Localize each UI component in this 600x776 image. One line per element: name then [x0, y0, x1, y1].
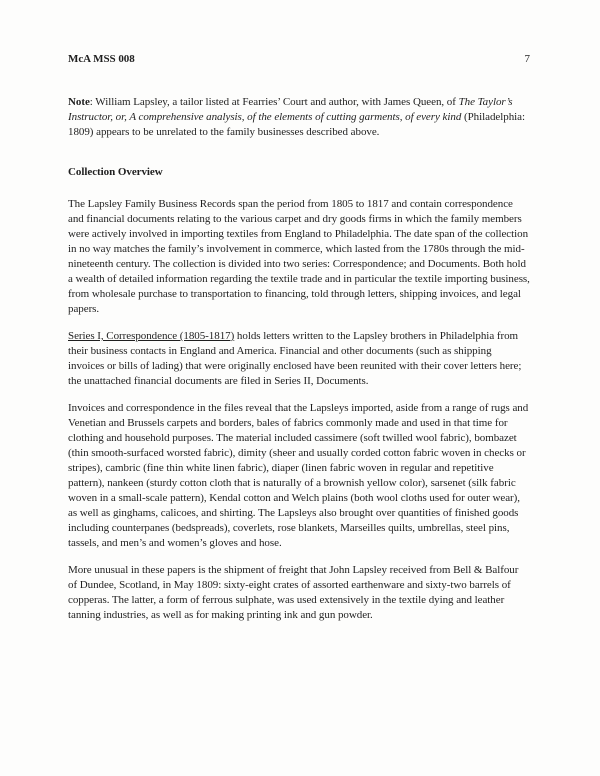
page-number: 7 — [524, 53, 530, 65]
note-paragraph — [68, 95, 530, 140]
note-text-before-title: : William Lapsley, a tailor listed at Fearries’ Court and author, with James Queen, of — [89, 96, 459, 108]
note-text-after-title: (Philadelphia: 1809) appears to be unrelated to the family businesses described above. — [68, 111, 525, 138]
series-i-heading-inline: Series I, Correspondence (1805-1817) — [68, 330, 235, 342]
paragraph-series-i — [68, 329, 530, 389]
series-i-text: holds letters written to the Lapsley brothers in Philadelphia from their business contacts in England and America. Financial and other documents (such as shipping invoices or bills of lading) that were originally enclosed have been reunited with their cover letters here; the unattached financial documents are filed in Series II, Documents. — [68, 330, 522, 387]
paragraph-collection-overview: The Lapsley Family Business Records span the period from 1805 to 1817 and contain correspondence and financial documents relating to the various carpet and dry goods firms in which the family members were actively involved in importing textiles from England to Philadelphia. The date span of the collection in no way matches the family’s involvement in commerce, which lasted from the 1780s through the mid-nineteenth century. The collection is divided into two series: Correspondence; and Documents. Both hold a wealth of detailed information regarding the textile trade and in particular the textile importing business, from wholesale purchase to transportation to financing, told through letters, shipping invoices, and legal papers. — [68, 198, 530, 315]
section-heading: Collection Overview — [68, 166, 163, 178]
note-book-title: The Taylor’s Instructor, or, A comprehensive analysis, of the elements of cutting garments, of every kind — [68, 96, 513, 123]
note-label: Note — [68, 96, 90, 108]
paragraph-freight: More unusual in these papers is the shipment of freight that John Lapsley received from Bell & Balfour of Dundee, Scotland, in May 1809: sixty-eight crates of assorted earthenware and sixty-two barrels of copperas. The latter, a form of ferrous sulphate, was used extensively in the textile dying and leather tanning industries, as well as for making printing ink and gun powder. — [68, 564, 519, 621]
page-header — [68, 52, 530, 67]
collection-id: McA MSS 008 — [68, 53, 135, 65]
paragraph-imports: Invoices and correspondence in the files reveal that the Lapsleys imported, aside from a range of rugs and Venetian and Brussels carpets and borders, bales of fabrics commonly made and used in that time for clothing and household purposes. The material included cassimere (soft twilled wool fabric), bombazet (thin smooth-surfaced worsted fabric), dimity (sheer and usually corded cotton fabric woven in checks or stripes), cambric (fine thin white linen fabric), diaper (linen fabric woven in regular and repetitive pattern), nankeen (sturdy cotton cloth that is naturally of a brownish yellow color), sarsenet (silk fabric woven in a small-scale pattern), Kendal cotton and Welch plains (both wool cloths used for outer wear), as well as ginghams, calicoes, and shirting. The Lapsleys also brought over quantities of finished goods including counterpanes (bedspreads), coverlets, rose blankets, Marseilles quilts, umbrellas, steel pins, tassels, and men’s and women’s gloves and hose. — [68, 402, 529, 549]
